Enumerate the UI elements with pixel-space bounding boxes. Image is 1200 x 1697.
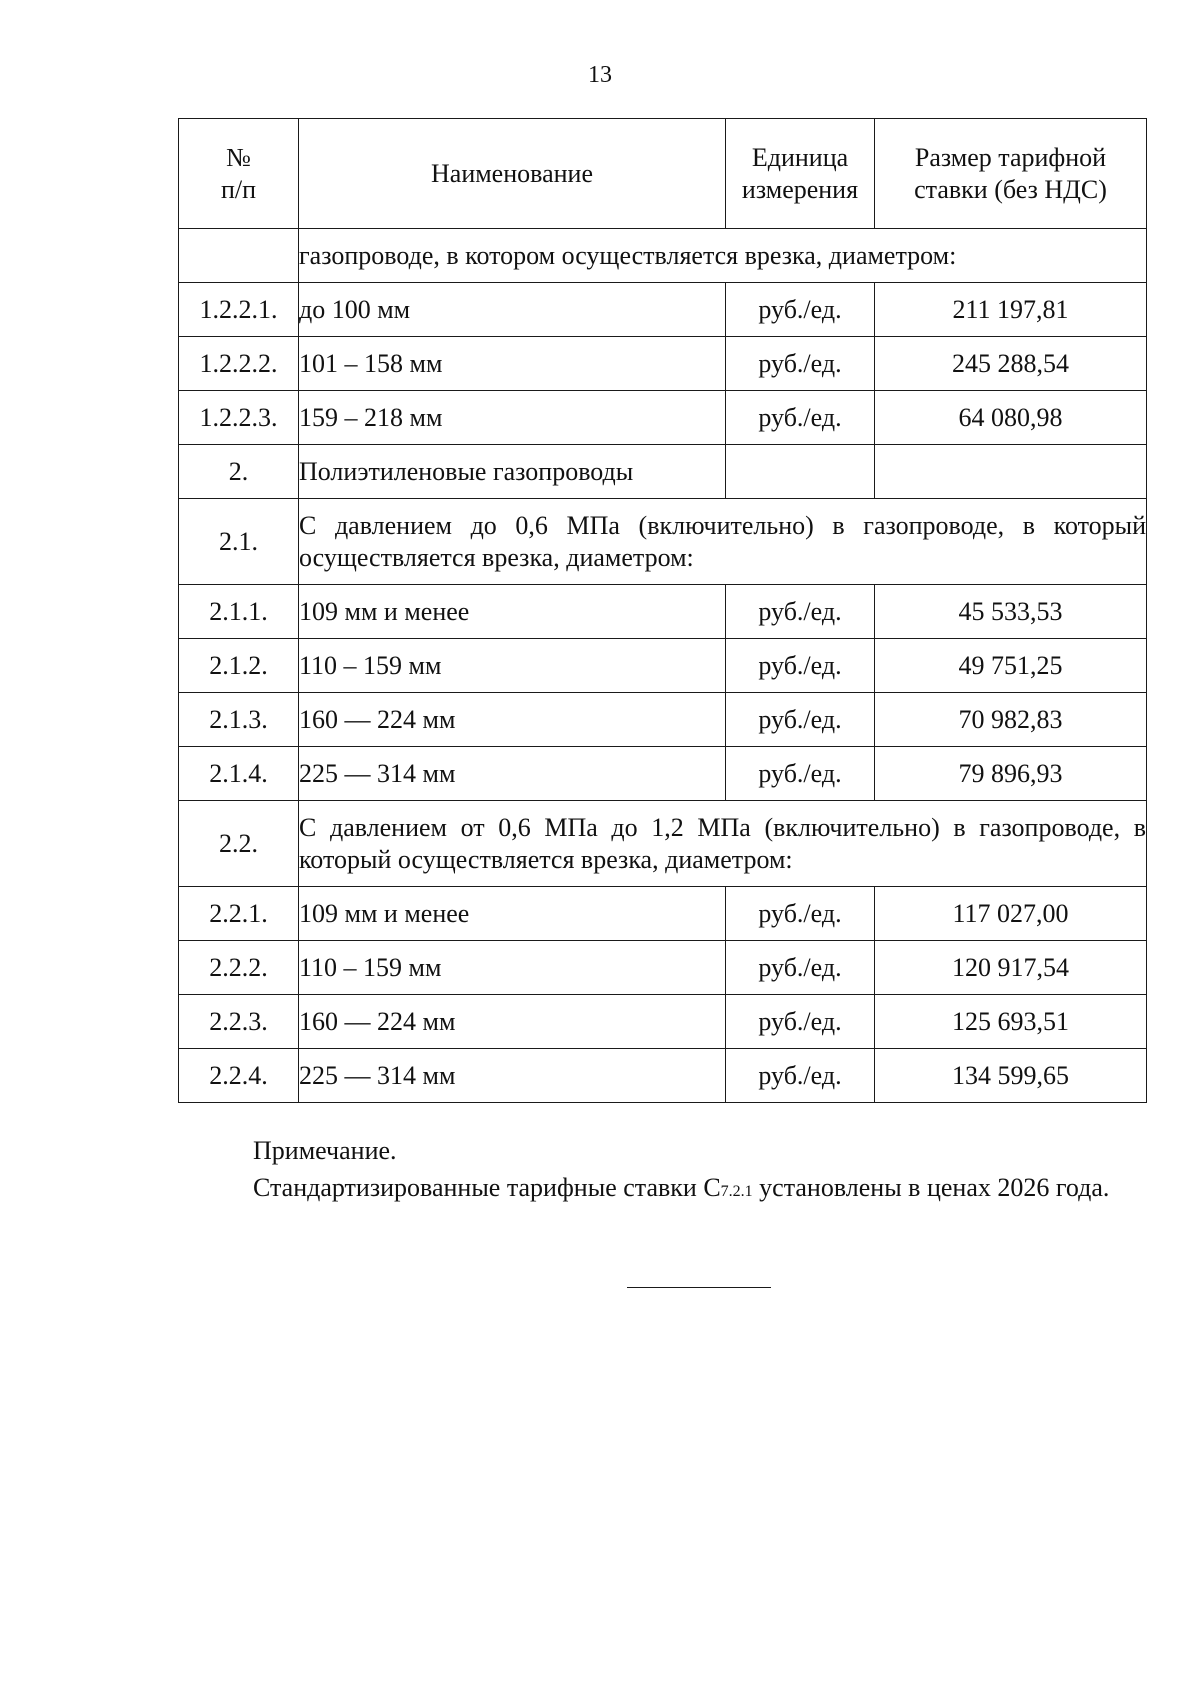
cell-rate xyxy=(875,445,1147,499)
cell-unit: руб./ед. xyxy=(726,1049,875,1103)
cell-name: С давлением до 0,6 МПа (включительно) в газопроводе, в который осуществляется врезка, диаметром: xyxy=(299,499,1147,585)
header-num xyxy=(179,119,299,229)
cell-num: 2.1. xyxy=(179,499,299,585)
cell-name: 109 мм и менее xyxy=(299,887,726,941)
note-text xyxy=(178,1170,1146,1210)
header-rate xyxy=(875,119,1147,229)
cell-rate: 79 896,93 xyxy=(875,747,1147,801)
table-body xyxy=(179,229,1147,1103)
cell-name: 225 — 314 мм xyxy=(299,1049,726,1103)
header-unit-text: Единица измерения xyxy=(741,142,859,204)
table-header-row xyxy=(179,119,1147,229)
table-row xyxy=(179,585,1147,639)
cell-num: 2.1.3. xyxy=(179,693,299,747)
cell-rate: 245 288,54 xyxy=(875,337,1147,391)
table-row xyxy=(179,229,1147,283)
table-row xyxy=(179,337,1147,391)
cell-rate: 134 599,65 xyxy=(875,1049,1147,1103)
cell-unit: руб./ед. xyxy=(726,887,875,941)
cell-rate: 49 751,25 xyxy=(875,639,1147,693)
cell-unit: руб./ед. xyxy=(726,391,875,445)
cell-rate: 120 917,54 xyxy=(875,941,1147,995)
cell-rate: 117 027,00 xyxy=(875,887,1147,941)
note-title: Примечание. xyxy=(253,1136,397,1165)
cell-name: Полиэтиленовые газопроводы xyxy=(299,445,726,499)
cell-num: 2.2.1. xyxy=(179,887,299,941)
table-row xyxy=(179,499,1147,585)
table-row xyxy=(179,941,1147,995)
cell-num: 1.2.2.1. xyxy=(179,283,299,337)
header-name-text: Наименование xyxy=(431,158,593,188)
table-row xyxy=(179,639,1147,693)
cell-num: 2. xyxy=(179,445,299,499)
cell-unit: руб./ед. xyxy=(726,747,875,801)
table-row xyxy=(179,887,1147,941)
cell-unit: руб./ед. xyxy=(726,941,875,995)
header-num-text: № п/п xyxy=(220,142,257,204)
cell-unit: руб./ед. xyxy=(726,337,875,391)
cell-num: 2.1.4. xyxy=(179,747,299,801)
cell-name: 110 – 159 мм xyxy=(299,941,726,995)
cell-rate: 64 080,98 xyxy=(875,391,1147,445)
note-text-after: установлены в ценах 2026 года. xyxy=(752,1173,1110,1202)
cell-num: 1.2.2.3. xyxy=(179,391,299,445)
note-subscript: 7.2.1 xyxy=(720,1183,753,1200)
cell-rate: 70 982,83 xyxy=(875,693,1147,747)
cell-unit: руб./ед. xyxy=(726,639,875,693)
cell-rate: 125 693,51 xyxy=(875,995,1147,1049)
cell-unit: руб./ед. xyxy=(726,995,875,1049)
cell-num: 2.2. xyxy=(179,801,299,887)
cell-unit: руб./ед. xyxy=(726,693,875,747)
cell-unit: руб./ед. xyxy=(726,585,875,639)
cell-num: 2.2.3. xyxy=(179,995,299,1049)
cell-name: 101 – 158 мм xyxy=(299,337,726,391)
tariff-table xyxy=(178,118,1147,1103)
table-row xyxy=(179,747,1147,801)
header-rate-text: Размер тарифной ставки (без НДС) xyxy=(914,142,1107,204)
cell-rate: 45 533,53 xyxy=(875,585,1147,639)
table-row xyxy=(179,1049,1147,1103)
table-row xyxy=(179,283,1147,337)
table-row xyxy=(179,995,1147,1049)
cell-num: 2.1.1. xyxy=(179,585,299,639)
cell-name: 109 мм и менее xyxy=(299,585,726,639)
cell-name: 160 — 224 мм xyxy=(299,995,726,1049)
table-row xyxy=(179,801,1147,887)
table-row xyxy=(179,445,1147,499)
header-unit xyxy=(726,119,875,229)
cell-num: 2.2.2. xyxy=(179,941,299,995)
page-number: 13 xyxy=(588,62,612,88)
cell-name: до 100 мм xyxy=(299,283,726,337)
cell-num xyxy=(179,229,299,283)
cell-num: 1.2.2.2. xyxy=(179,337,299,391)
note-text-before: Стандартизированные тарифные ставки С xyxy=(253,1173,721,1202)
cell-name: С давлением от 0,6 МПа до 1,2 МПа (включительно) в газопроводе, в который осуществляется врезка, диаметром: xyxy=(299,801,1147,887)
cell-unit xyxy=(726,445,875,499)
table-row xyxy=(179,693,1147,747)
header-name xyxy=(299,119,726,229)
cell-name: 110 – 159 мм xyxy=(299,639,726,693)
cell-num: 2.2.4. xyxy=(179,1049,299,1103)
table-row xyxy=(179,391,1147,445)
cell-rate: 211 197,81 xyxy=(875,283,1147,337)
cell-name: 225 — 314 мм xyxy=(299,747,726,801)
end-divider xyxy=(627,1287,771,1288)
cell-name: 160 — 224 мм xyxy=(299,693,726,747)
cell-name: газопроводе, в котором осуществляется врезка, диаметром: xyxy=(299,229,1147,283)
cell-name: 159 – 218 мм xyxy=(299,391,726,445)
cell-num: 2.1.2. xyxy=(179,639,299,693)
cell-unit: руб./ед. xyxy=(726,283,875,337)
